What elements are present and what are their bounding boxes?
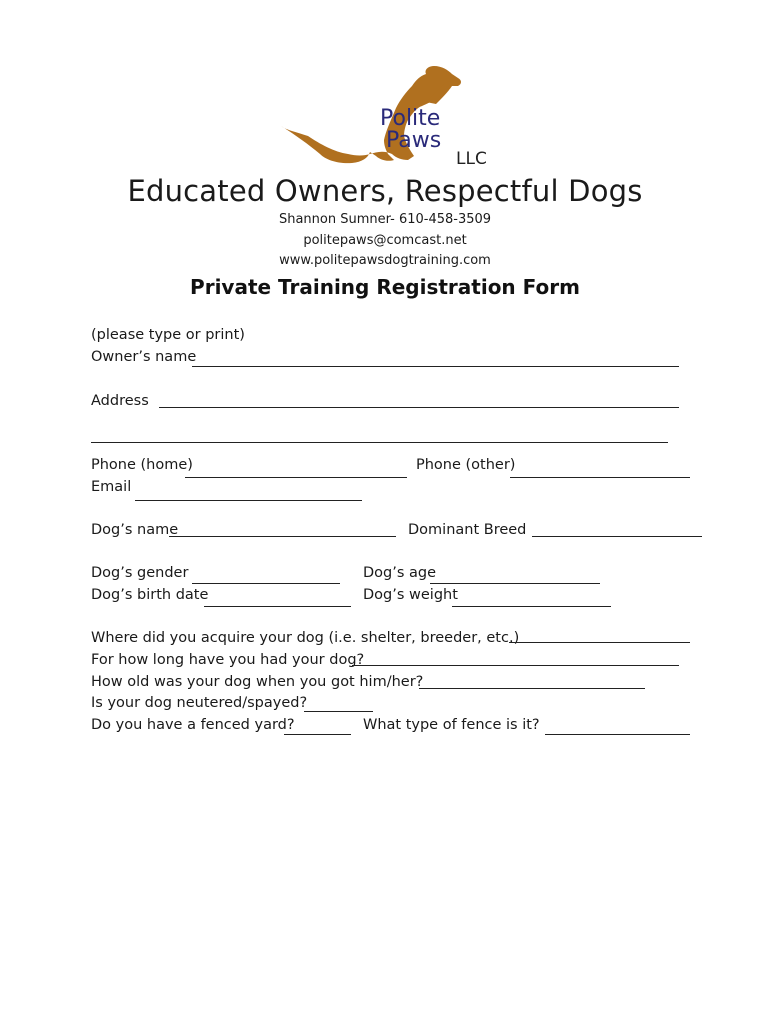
dogs-gender-field[interactable] (192, 583, 340, 584)
email-label: Email (91, 479, 132, 495)
brand-name-line2: Paws (386, 128, 442, 153)
dogs-age-label: Dog’s age (363, 565, 437, 581)
neutered-field[interactable] (304, 711, 373, 712)
brand-name-line1: Polite (380, 106, 441, 131)
fence-type-label: What type of fence is it? (363, 717, 540, 733)
dogs-name-label: Dog’s name (91, 522, 179, 538)
fenced-yard-label: Do you have a fenced yard? (91, 717, 295, 733)
fenced-yard-field[interactable] (284, 734, 351, 735)
email-field[interactable] (135, 500, 362, 501)
dogs-birth-date-field[interactable] (204, 606, 351, 607)
fence-type-field[interactable] (545, 734, 690, 735)
brand-suffix: LLC (456, 149, 487, 169)
dogs-gender-label: Dog’s gender (91, 565, 189, 581)
phone-home-field[interactable] (185, 477, 407, 478)
contact-website: www.politepawsdogtraining.com (279, 253, 491, 268)
dogs-name-field[interactable] (169, 536, 396, 537)
form-title: Private Training Registration Form (190, 275, 580, 299)
how-old-label: How old was your dog when you got him/her? (91, 674, 424, 690)
dogs-weight-field[interactable] (452, 606, 611, 607)
owners-name-field[interactable] (192, 366, 679, 367)
instructions: (please type or print) (91, 327, 245, 343)
phone-home-label: Phone (home) (91, 457, 193, 473)
neutered-label: Is your dog neutered/spayed? (91, 695, 308, 711)
how-long-field[interactable] (352, 665, 679, 666)
tagline: Educated Owners, Respectful Dogs (127, 174, 643, 208)
dogs-weight-label: Dog’s weight (363, 587, 458, 603)
address-field[interactable] (159, 407, 679, 408)
address-label: Address (91, 393, 149, 409)
phone-other-field[interactable] (510, 477, 690, 478)
how-old-field[interactable] (419, 688, 645, 689)
acquire-field[interactable] (509, 642, 690, 643)
acquire-label: Where did you acquire your dog (i.e. shelter, breeder, etc.) (91, 630, 520, 646)
dominant-breed-label: Dominant Breed (408, 522, 527, 538)
dominant-breed-field[interactable] (532, 536, 702, 537)
dogs-age-field[interactable] (430, 583, 600, 584)
phone-other-label: Phone (other) (416, 457, 516, 473)
owners-name-label: Owner’s name (91, 349, 197, 365)
how-long-label: For how long have you had your dog? (91, 652, 365, 668)
address-field-line2[interactable] (91, 442, 668, 443)
dogs-birth-date-label: Dog’s birth date (91, 587, 209, 603)
contact-name-phone: Shannon Sumner- 610-458-3509 (278, 212, 492, 227)
contact-email: politepaws@comcast.net (303, 233, 467, 248)
company-logo (276, 62, 496, 172)
